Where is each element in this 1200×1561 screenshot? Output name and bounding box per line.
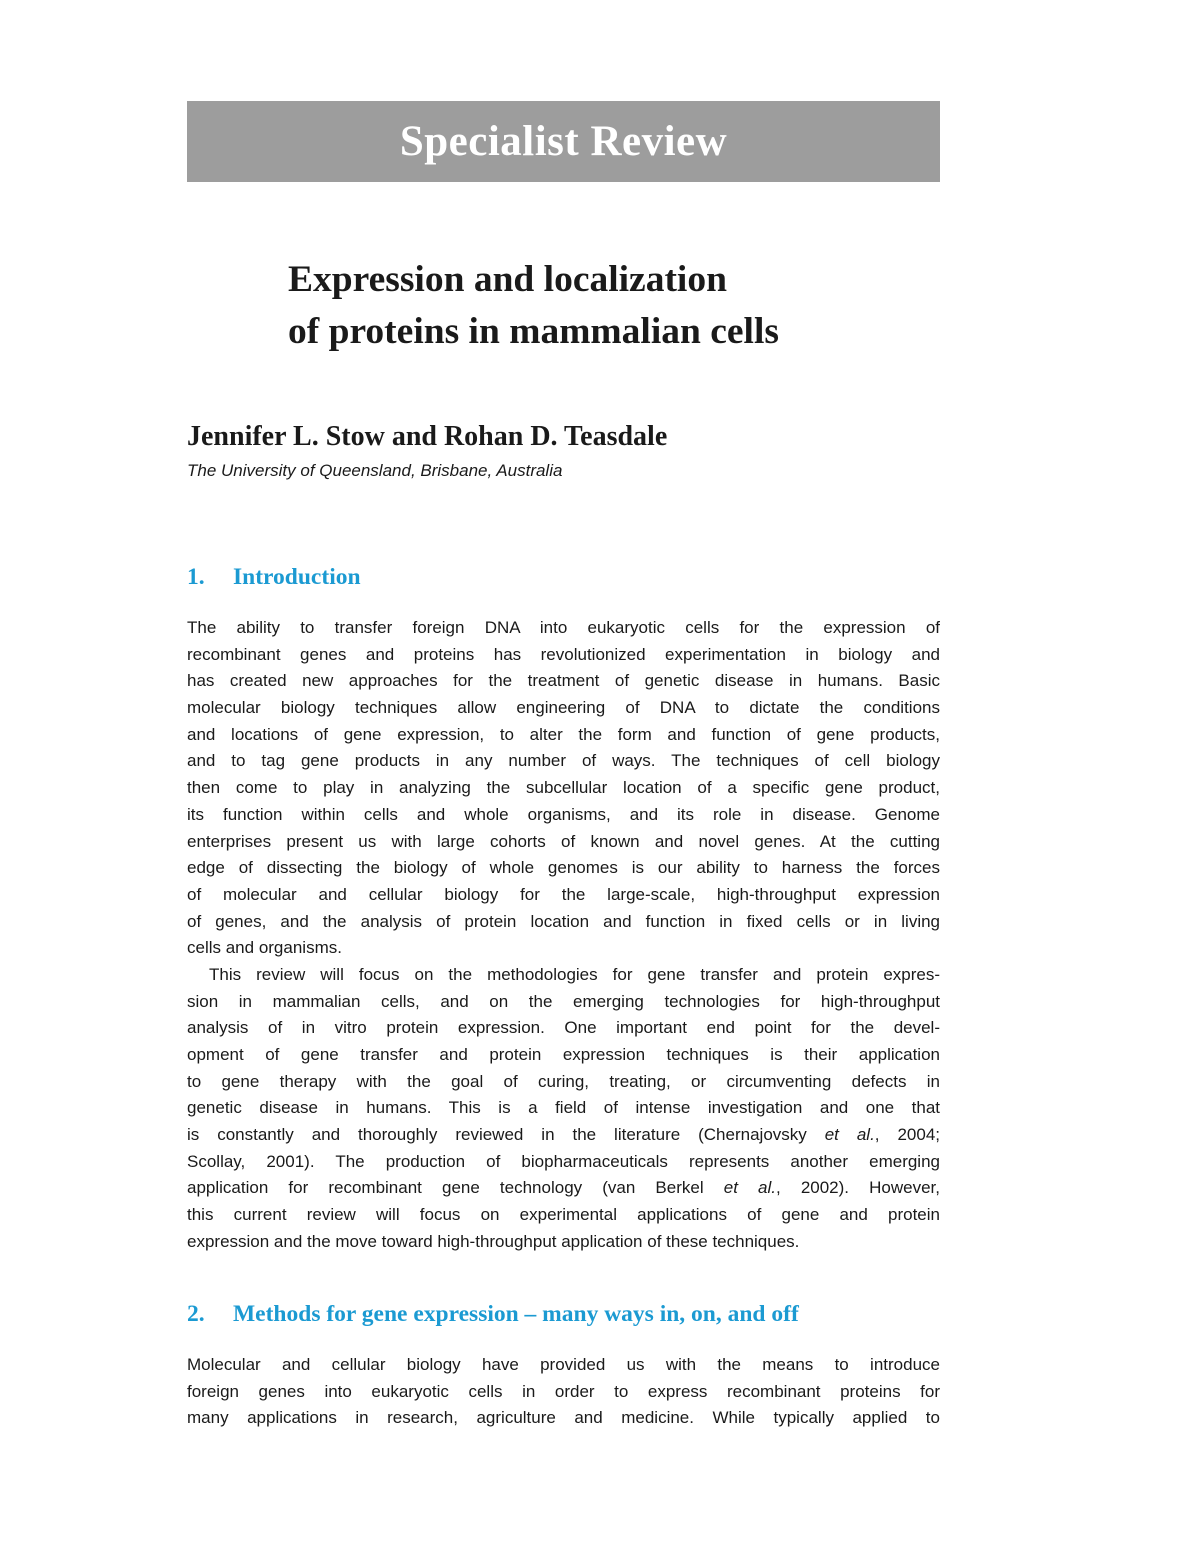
text-line: cells and organisms.: [187, 938, 342, 958]
text-line: analysis of in vitro protein expression. One important end point for the devel-: [187, 1018, 940, 1038]
text-line: enterprises present us with large cohorts of known and novel genes. At the cutting: [187, 831, 940, 851]
methods-body: [187, 1352, 940, 1432]
text-line: opment of gene transfer and protein expression techniques is their application: [187, 1045, 940, 1064]
article-title: [288, 254, 928, 358]
text-line: The ability to transfer foreign DNA into eukaryotic cells for the expression of: [187, 618, 940, 637]
text-run: , 2002). However,: [775, 1178, 940, 1198]
text-run: , 2004;: [874, 1125, 941, 1145]
banner-title: Specialist Review: [399, 118, 728, 165]
text-line: sion in mammalian cells, and on the emerging technologies for high-throughput: [187, 991, 940, 1011]
citation-line: [187, 1175, 940, 1202]
section-number: 2.: [187, 1301, 205, 1327]
text-line: recombinant genes and proteins has revolutionized experimentation in biology and: [187, 644, 940, 664]
citation-et-al: et al.: [824, 1125, 875, 1145]
text-line: this current review will focus on experimental applications of gene and protein: [187, 1205, 940, 1225]
text-line: and locations of gene expression, to alter the form and function of gene products,: [187, 724, 940, 744]
text-line: its function within cells and whole organisms, and its role in disease. Genome: [187, 804, 940, 824]
article-title-line-1: Expression and localization: [288, 259, 727, 300]
text-run: is constantly and thoroughly reviewed in the literature (Chernajovsky: [187, 1125, 825, 1145]
article-title-line-2: of proteins in mammalian cells: [288, 311, 779, 352]
text-line: genetic disease in humans. This is a field of intense investigation and one that: [187, 1098, 940, 1118]
authors: Jennifer L. Stow and Rohan D. Teasdale: [187, 421, 668, 452]
section-heading-methods: [187, 1299, 799, 1329]
text-run: application for recombinant gene technology (van Berkel: [187, 1178, 724, 1198]
text-line: Molecular and cellular biology have provided us with the means to introduce: [187, 1355, 940, 1374]
text-line: edge of dissecting the biology of whole genomes is our ability to harness the forces: [187, 858, 940, 878]
affiliation: The University of Queensland, Brisbane, Australia: [187, 461, 563, 480]
specialist-review-banner: [187, 101, 940, 182]
text-line: then come to play in analyzing the subcellular location of a specific gene product,: [187, 778, 940, 798]
text-line: foreign genes into eukaryotic cells in order to express recombinant proteins for: [187, 1381, 940, 1401]
text-line: to gene therapy with the goal of curing, treating, or circumventing defects in: [187, 1071, 940, 1091]
citation-line: [187, 1122, 940, 1149]
introduction-body: [187, 615, 940, 1256]
citation-et-al: et al.: [723, 1178, 776, 1198]
text-line: of molecular and cellular biology for the large-scale, high-throughput expression: [187, 884, 940, 904]
section-title: Introduction: [233, 564, 361, 590]
section-number: 1.: [187, 564, 205, 590]
text-line: has created new approaches for the treatment of genetic disease in humans. Basic: [187, 671, 940, 691]
text-line: This review will focus on the methodologies for gene transfer and protein expres-: [209, 964, 940, 984]
text-line: Scollay, 2001). The production of biopharmaceuticals represents another emerging: [187, 1151, 940, 1171]
text-line: of genes, and the analysis of protein location and function in fixed cells or in living: [187, 911, 940, 931]
section-heading-introduction: [187, 562, 361, 592]
text-line: molecular biology techniques allow engineering of DNA to dictate the conditions: [187, 698, 940, 718]
text-line: and to tag gene products in any number of ways. The techniques of cell biology: [187, 751, 940, 771]
text-line: many applications in research, agriculture and medicine. While typically applied to: [187, 1408, 940, 1428]
text-line: expression and the move toward high-throughput application of these techniques.: [187, 1231, 800, 1251]
section-title: Methods for gene expression – many ways in, on, and off: [233, 1301, 799, 1327]
